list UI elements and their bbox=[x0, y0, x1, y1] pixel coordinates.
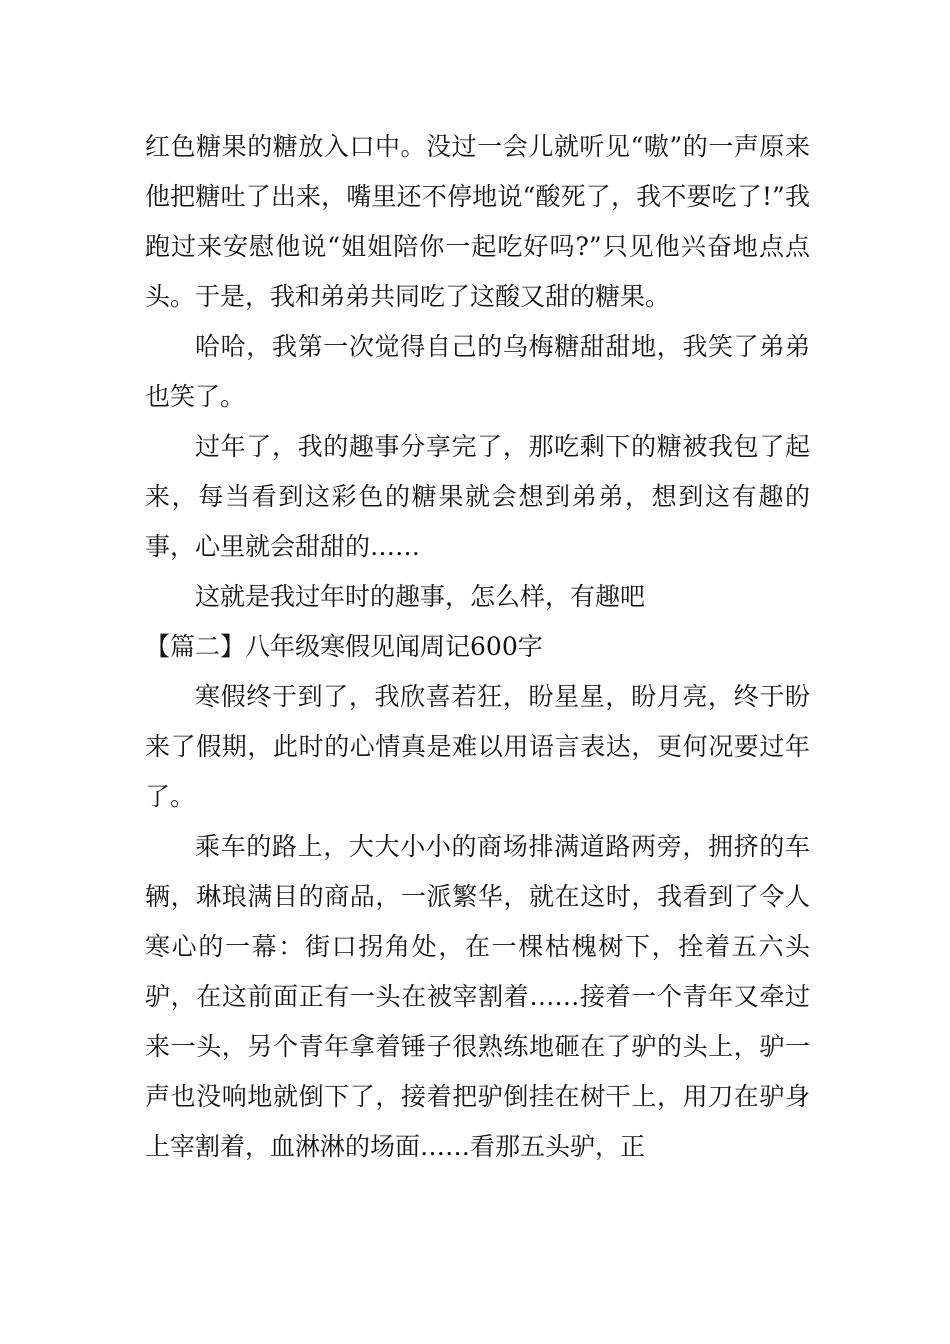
paragraph-1: 红色糖果的糖放入口中。没过一会儿就听见“嗷”的一声原来他把糖吐了出来，嘴里还不停地说“酸死了，我不要吃了!”我跑过来安慰他说“姐姐陪你一起吃好吗?”只见他兴奋地点点头。于是，我和弟弟共同吃了这酸又甜的糖果。 bbox=[145, 132, 810, 311]
section-heading: 【篇二】八年级寒假见闻周记600字 bbox=[145, 632, 543, 661]
paragraph-2: 哈哈，我第一次觉得自己的乌梅糖甜甜地，我笑了弟弟也笑了。 bbox=[145, 332, 810, 411]
paragraph-5: 寒假终于到了，我欣喜若狂，盼星星，盼月亮，终于盼来了假期，此时的心情真是难以用语言表达，更何况要过年了。 bbox=[145, 682, 810, 811]
paragraph-6: 乘车的路上，大大小小的商场排满道路两旁，拥挤的车辆，琳琅满目的商品，一派繁华，就在这时，我看到了令人寒心的一幕：街口拐角处，在一棵枯槐树下，拴着五六头驴，在这前面正有一头在被宰割着……接着一个青年又牵过来一头，另个青年拿着锤子很熟练地砸在了驴的头上，驴一声也没响地就倒下了，接着把驴倒挂在树干上，用刀在驴身上宰割着，血淋淋的场面……看那五头驴，正 bbox=[145, 832, 810, 1161]
paragraph-3: 过年了，我的趣事分享完了，那吃剩下的糖被我包了起来，每当看到这彩色的糖果就会想到弟弟，想到这有趣的事，心里就会甜甜的…… bbox=[145, 432, 810, 561]
document-body bbox=[145, 122, 810, 1172]
paragraph-4: 这就是我过年时的趣事，怎么样，有趣吧 bbox=[195, 582, 646, 611]
